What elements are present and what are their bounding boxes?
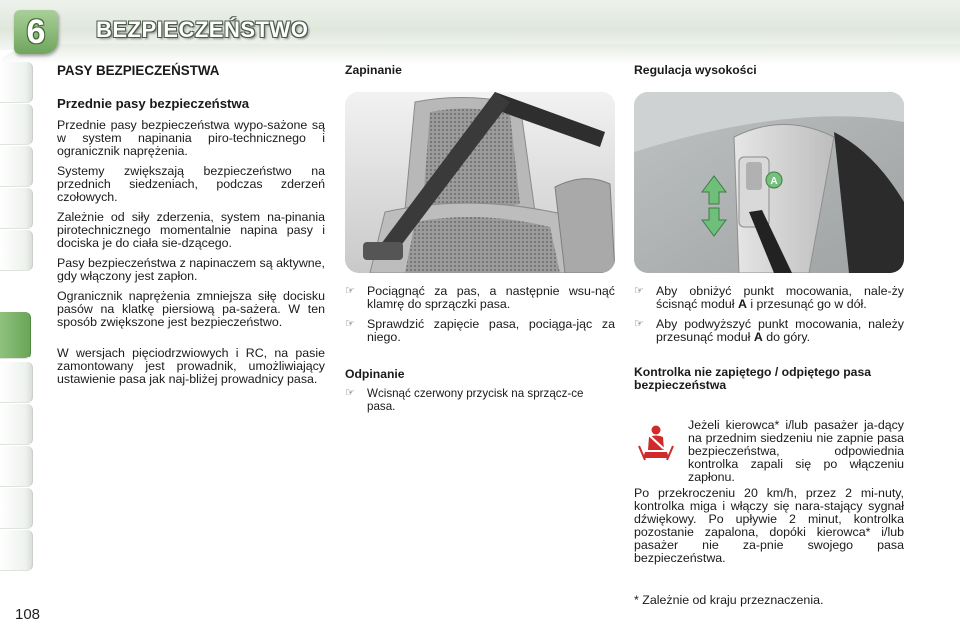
seat-illustration: [345, 92, 615, 273]
pointing-hand-icon: ☞: [634, 318, 644, 330]
paragraph: Przednie pasy bezpieczeństwa wypo-sażone są w system napinania piro-technicznego i ogranicznik naprężenia.: [57, 118, 325, 158]
pillar-illustration: [634, 92, 904, 273]
chapter-tab-3[interactable]: [0, 146, 33, 187]
chapter-tab-5[interactable]: [0, 230, 33, 271]
chapter-tab-11[interactable]: [0, 530, 33, 571]
warning-lamp-heading: Kontrolka nie zapiętego / odpiętego pasa bezpieczeństwa: [634, 365, 872, 392]
chapter-tab-2[interactable]: [0, 104, 33, 145]
list-item: ☞ Aby podwyższyć punkt mocowania, należy przesunąć moduł A do góry.: [634, 317, 904, 344]
chapter-title: BEZPIECZEŃSTWO: [96, 17, 309, 42]
column-fastening: [345, 64, 615, 77]
warning-lamp-description: Jeżeli kierowca* i/lub pasażer ja-dący na przednim siedzeniu nie zapnie pasa bezpieczeństwa, odpowiednia kontrolka zapali się po włączeniu zapłonu.: [688, 418, 904, 484]
paragraph: Pasy bezpieczeństwa z napinaczem są aktywne, gdy włączony jest zapłon.: [57, 256, 325, 283]
chapter-tab-8[interactable]: [0, 404, 33, 445]
footnote: * Zależnie od kraju przeznaczenia.: [634, 593, 824, 607]
seat-belt-photo: [345, 92, 615, 273]
seatbelt-warning-icon: [636, 424, 674, 462]
list-item: ☞ Sprawdzić zapięcie pasa, pociąga-jąc za niego.: [345, 317, 615, 344]
header-swoosh: [0, 44, 960, 64]
paragraph: Ogranicznik naprężenia zmniejsza siłę docisku pasów na klatkę piersiową pa-sażera. W ten sposób zwiększone jest bezpieczeństwo.: [57, 289, 325, 329]
list-item: ☞ Pociągnąć za pas, a następnie wsu-nąć klamrę do sprzączki pasa.: [345, 284, 615, 311]
paragraph: Systemy zwiększają bezpieczeństwo na przednich siedzeniach, podczas zderzeń czołowych.: [57, 164, 325, 204]
height-steps: [634, 285, 904, 392]
chapter-tab-4[interactable]: [0, 188, 33, 229]
column-height-adjustment: [634, 64, 904, 77]
chapter-tab-1[interactable]: [0, 62, 33, 103]
pointing-hand-icon: ☞: [345, 387, 355, 399]
chapter-number: 6: [26, 12, 46, 51]
module-label: A: [770, 176, 778, 187]
paragraph: W wersjach pięciodrzwiowych i RC, na pasie zamontowany jest prowadnik, umożliwiający ustawienie pasa jak naj-bliżej prowadnicy pasa.: [57, 346, 325, 386]
height-heading: Regulacja wysokości: [634, 63, 757, 77]
chapter-tab-7[interactable]: [0, 362, 33, 403]
page-number: 108: [15, 606, 41, 623]
chapter-tab-6-active[interactable]: [0, 312, 31, 359]
chapter-tab-9[interactable]: [0, 446, 33, 487]
fastening-steps: [345, 285, 615, 420]
subsection-heading: Przednie pasy bezpieczeństwa: [57, 96, 250, 111]
fastening-heading: Zapinanie: [345, 63, 402, 77]
chapter-number-badge: [14, 10, 58, 54]
section-heading: PASY BEZPIECZEŃSTWA: [57, 63, 220, 78]
paragraph: Zależnie od siły zderzenia, system na-pinania pirotechnicznego momentalnie napina pasy i dociska je do ciała sie-dzącego.: [57, 210, 325, 250]
list-item: ☞ Aby obniżyć punkt mocowania, nale-ży ścisnąć moduł A i przesunąć go w dół.: [634, 284, 904, 311]
pointing-hand-icon: ☞: [345, 285, 355, 297]
list-item: ☞ Wcisnąć czerwony przycisk na sprzącz-ce pasa.: [345, 387, 584, 413]
chapter-tab-10[interactable]: [0, 488, 33, 529]
height-adjustment-photo: [634, 92, 904, 273]
unfastening-heading: Odpinanie: [345, 367, 405, 381]
pointing-hand-icon: ☞: [634, 285, 644, 297]
column-front-belts: [57, 64, 325, 393]
pointing-hand-icon: ☞: [345, 318, 355, 330]
chapter-tabs: [0, 62, 42, 582]
warning-lamp-behaviour: Po przekroczeniu 20 km/h, przez 2 mi-nuty, kontrolka miga i włączy się nara-stający sygnał dźwiękowy. Po upływie 2 minut, kontrolka pozostanie zapalona, dopóki kierowca* i/lub pasażer nie za-pnie swojego pasa bezpieczeństwa.: [634, 486, 904, 565]
